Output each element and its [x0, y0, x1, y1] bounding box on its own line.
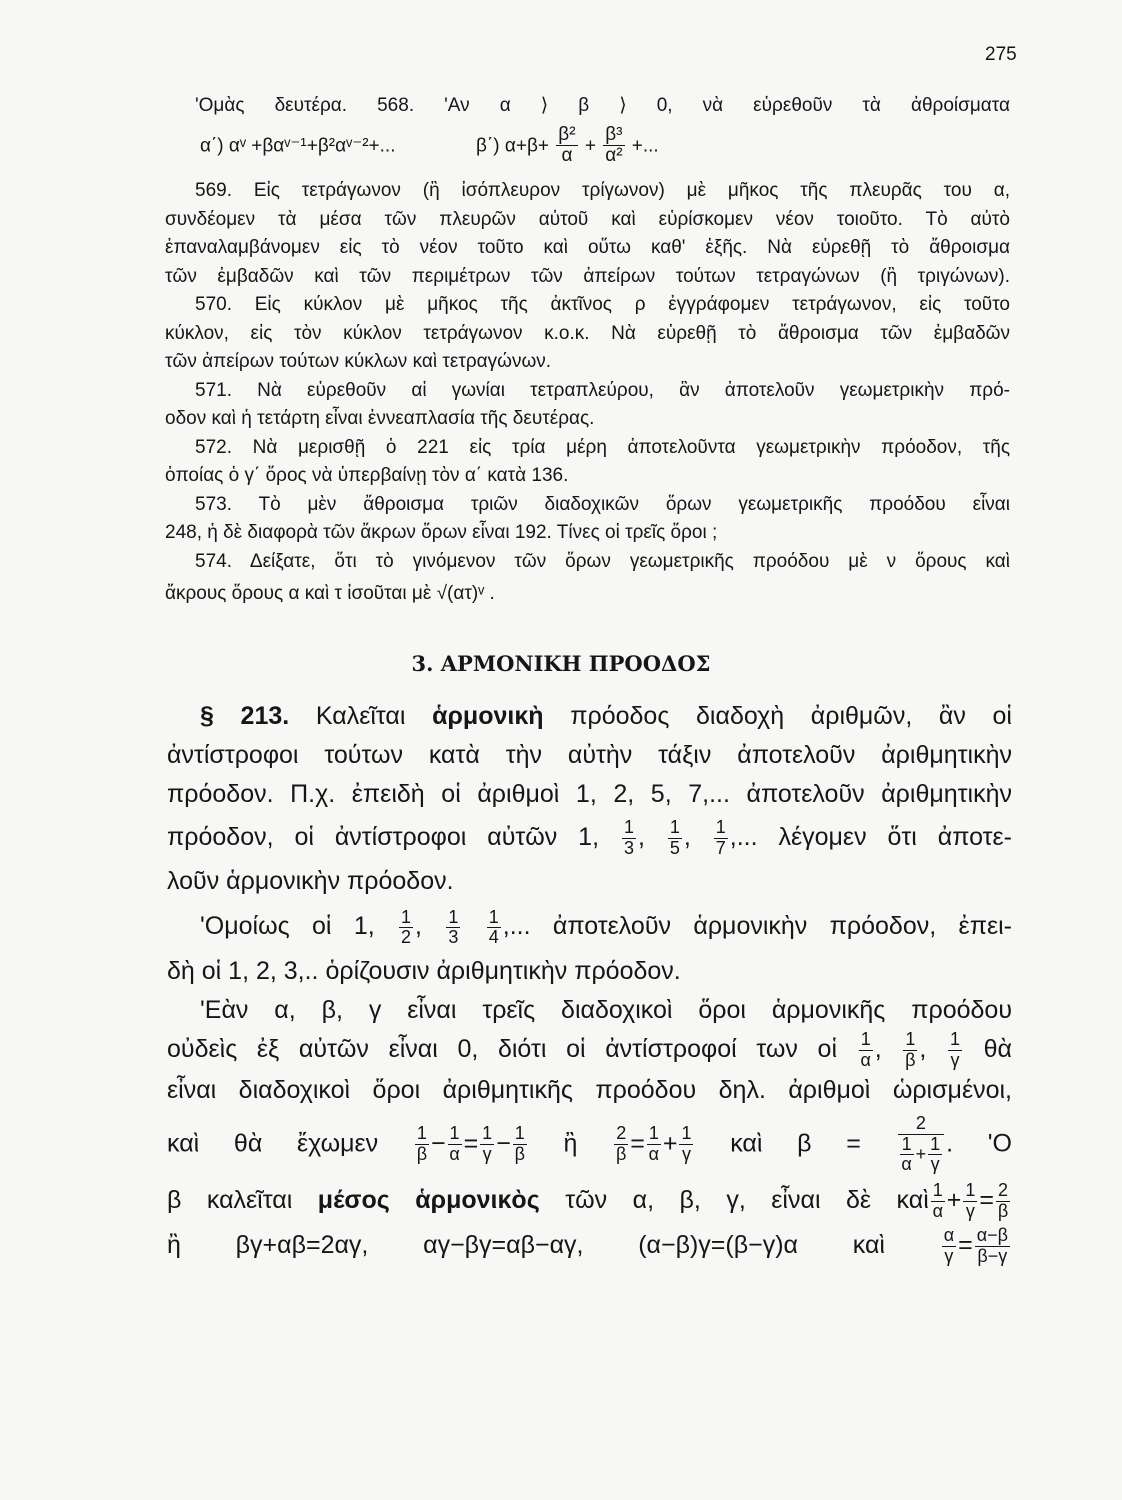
bold-term: μέσος ἁρμονικὸς — [317, 1186, 540, 1215]
exercise-572-line: ὁποίας ὁ γ΄ ὅρος νὰ ὑπερβαίνῃ τὸν α΄ κατὰ 136. — [165, 465, 569, 487]
text: οὐδεὶς ἐξ αὐτῶν εἶναι 0, διότι οἱ ἀντίστροφοί των οἱ — [167, 1035, 838, 1064]
fraction-num: 2 — [898, 1114, 945, 1135]
fraction-den: 4 — [488, 927, 499, 948]
page-text-column — [0, 92, 1122, 1267]
fraction-num: 1 — [715, 816, 726, 837]
compound-denominator: $\frac{1}{\alpha}$ + $\frac{1}{\gamma}$ — [901, 1133, 941, 1175]
fraction-num: β³ — [605, 123, 623, 145]
fraction-num: 1 — [681, 1123, 692, 1144]
ellipsis: +... — [631, 134, 659, 156]
example-line: 'Ομοίως οἱ 1, $\frac{1}{2}$ , $\frac{1}{3}$ $\frac{1}{4}$ ,... ἀποτελοῦν ἁρμονικὴν πρόοδον, ἐπει- — [200, 906, 1012, 948]
fraction-num: β² — [558, 123, 576, 145]
page-number: 275 — [985, 44, 1017, 65]
fraction-num: 1 — [669, 816, 680, 837]
fraction-den: γ — [482, 1144, 492, 1165]
formula-a: α΄) αᵛ +βαᵛ⁻¹+β²αᵛ⁻²+... — [200, 134, 396, 156]
text: 'Ομοίως οἱ 1, — [200, 912, 375, 941]
formula-b: β΄) α+β+ — [476, 134, 550, 156]
fraction-den: 2 — [401, 927, 412, 948]
plus-sign: + — [584, 134, 596, 156]
fraction-num: 2 — [616, 1123, 627, 1144]
theory-line: εἶναι διαδοχικοὶ ὅροι ἀριθμητικῆς προόδου δηλ. ἀριθμοὶ ὡρισμένοι, — [167, 1075, 1012, 1104]
fraction-num: 1 — [930, 1133, 941, 1154]
exercise-568-line: 'Ομὰς δευτέρα. 568. 'Αν α ⟩ β ⟩ 0, νὰ εὑρεθοῦν τὰ ἀθροίσματα — [195, 95, 1010, 116]
exercise-574-line: ἄκρους ὅρους α καὶ τ ἰσοῦται μὲ √(ατ)ᵛ . — [165, 583, 495, 605]
exercise-573-line: 573. Τὸ μὲν ἄθροισμα τριῶν διαδοχικῶν ὅρων γεωμετρικῆς προόδου εἶναι — [195, 493, 1010, 515]
fraction-den: 3 — [448, 927, 459, 948]
fraction-num: α−β — [976, 1225, 1008, 1246]
op: − — [496, 1129, 511, 1158]
exercise-572-line: 572. Νὰ μερισθῇ ὁ 221 εἰς τρία μέρη ἀποτελοῦντα γεωμετρικὴν πρόοδον, τῆς — [195, 436, 1010, 458]
fraction-den: α — [561, 145, 573, 167]
fraction-num: 1 — [648, 1123, 659, 1144]
fraction-den: α — [449, 1144, 460, 1165]
exercise-568-formulas — [200, 125, 900, 168]
fraction-den: β — [416, 1144, 428, 1165]
exercise-573-line: 248, ἡ δὲ διαφορὰ τῶν ἄκρων ὅρων εἶναι 192. Τίνες οἱ τρεῖς ὅροι ; — [165, 522, 718, 544]
text: β καλεῖται — [167, 1186, 293, 1215]
text: καὶ β = — [730, 1129, 861, 1158]
text: Καλεῖται — [315, 701, 406, 730]
harmonic-mean-line: β καλεῖται μέσος ἁρμονικὸς τῶν α, β, γ, εἶναι δὲ καὶ $\frac{1}{\alpha}$ + $\frac{1}{\gamma}$ = $\frac{2}{\beta}$ — [167, 1180, 1009, 1222]
op: − — [430, 1129, 446, 1158]
example-line: δὴ οἱ 1, 2, 3,.. ὁρίζουσιν ἀριθμητικὴν πρόοδον. — [167, 957, 681, 986]
fraction-num: α — [943, 1225, 955, 1246]
text: θὰ — [983, 1035, 1012, 1064]
fraction-num: 1 — [949, 1029, 960, 1050]
text: ,... λέγομεν ὅτι ἀποτε- — [729, 822, 1012, 851]
definition-line — [200, 697, 1012, 736]
fraction-num: 1 — [449, 1123, 460, 1144]
exercise-570-line: κύκλον, εἰς τὸν κύκλον τετράγωνον κ.ο.κ. Νὰ εὑρεθῇ τὸ ἄθροισμα τῶν ἐμβαδῶν — [165, 322, 1010, 344]
fraction-den: α — [860, 1050, 871, 1071]
text: πρόοδον, οἱ ἀντίστροφοι αὐτῶν 1, — [167, 822, 600, 851]
fraction-num: 1 — [860, 1029, 871, 1050]
theory-line: οὐδεὶς ἐξ αὐτῶν εἶναι 0, διότι οἱ ἀντίστροφοί των οἱ $\frac{1}{\alpha}$ , $\frac{1}{\beta}$ , $\frac{1}{\gamma}$ θὰ — [167, 1029, 1012, 1071]
text: πρόοδος διαδοχὴ ἀριθμῶν, ἂν οἱ — [570, 701, 1012, 730]
fraction-num: 1 — [905, 1029, 916, 1050]
exercise-571-line: 571. Νὰ εὑρεθοῦν αἱ γωνίαι τετραπλεύρου, ἂν ἀποτελοῦν γεωμετρικὴν πρό- — [195, 379, 1010, 401]
fraction-num: 1 — [901, 1133, 912, 1154]
exercise-569-line: 569. Εἰς τετράγωνον (ἢ ἰσόπλευρον τρίγωνον) μὲ μῆκος τῆς πλευρᾶς του α, — [195, 180, 1010, 202]
exercise-570-line: 570. Εἰς κύκλον μὲ μῆκος τῆς ἀκτῖνος ρ ἐγγράφομεν τετράγωνον, εἰς τοῦτο — [195, 294, 1010, 316]
exercise-569-line: τῶν ἐμβαδῶν καὶ τῶν περιμέτρων τῶν ἀπείρων τούτων τετραγώνων (ἢ τριγώνων). — [165, 265, 1010, 287]
fraction-num: 1 — [623, 816, 634, 837]
fraction-den: β — [997, 1201, 1009, 1222]
text: ἢ βγ+αβ=2αγ, αγ−βγ=αβ−αγ, (α−β)γ=(β−γ)α καὶ — [167, 1230, 885, 1259]
fraction-den: γ — [930, 1154, 940, 1175]
fraction-den: 3 — [623, 837, 634, 858]
op: = — [630, 1129, 645, 1158]
exercise-569-line: ἐπαναλαμβάνομεν εἰς τὸ νέον τοῦτο καὶ οὕτω καθ' ἑξῆς. Νὰ εὑρεθῇ τὸ ἄθροισμα — [165, 237, 1010, 259]
text: καὶ θὰ ἔχωμεν — [167, 1129, 379, 1158]
definition-line: ἀντίστροφοι τούτων κατὰ τὴν αὐτὴν τάξιν ἀποτελοῦν ἀριθμητικὴν — [167, 740, 1012, 769]
definition-line: πρόοδον, οἱ ἀντίστροφοι αὐτῶν 1, $\frac{1}{3}$ , $\frac{1}{5}$ , $\frac{1}{7}$ ,... λέγομεν ὅτι ἀποτε- — [167, 816, 1012, 858]
definition-line: λοῦν ἁρμονικὴν πρόοδον. — [167, 867, 454, 896]
bold-term: ἁρμονικὴ — [432, 701, 544, 730]
text: . 'Ο — [946, 1129, 1012, 1158]
exercise-571-line: οδον καὶ ἡ τετάρτη εἶναι ἐννεαπλασία τῆς δευτέρας. — [165, 408, 595, 430]
definition-line: πρόοδον. Π.χ. ἐπειδὴ οἱ ἀριθμοὶ 1, 2, 5, 7,... ἀποτελοῦν ἀριθμητικὴν — [167, 779, 1012, 808]
equation-line: καὶ θὰ ἔχωμεν $\frac{1}{\beta}$ − $\frac{1}{\alpha}$ = $\frac{1}{\gamma}$ − $\frac{1}{\beta}$ ἢ $\frac{2}{\beta}$ = $\frac{1}{\alpha}$ + $\frac{1}{\gamma}$ καὶ β = 2 $\frac{1}{\alpha}$ + $\frac{1}{\gamma}$ . 'Ο — [167, 1112, 1012, 1175]
fraction-den: 5 — [669, 837, 680, 858]
exercise-570-line: τῶν ἀπείρων τούτων κύκλων καὶ τετραγώνων. — [165, 351, 552, 373]
fraction-num: 1 — [401, 906, 412, 927]
fraction-num: 1 — [965, 1180, 976, 1201]
fraction-den: γ — [965, 1201, 975, 1222]
fraction-den: β — [616, 1144, 627, 1165]
op: = — [958, 1230, 973, 1259]
fraction-den: 7 — [715, 837, 726, 858]
exercise-574-line: 574. Δείξατε, ὅτι τὸ γινόμενον τῶν ὅρων γεωμετρικῆς προόδου μὲ ν ὅρους καὶ — [195, 550, 1010, 572]
fraction-num: 2 — [998, 1180, 1009, 1201]
fraction-den: α — [648, 1144, 660, 1165]
text: ἢ — [563, 1129, 578, 1158]
fraction-den: γ — [950, 1050, 960, 1071]
op: = — [463, 1129, 479, 1158]
text: τῶν α, β, γ, εἶναι δὲ καὶ — [565, 1186, 929, 1215]
theory-line: 'Εὰν α, β, γ εἶναι τρεῖς διαδοχικοὶ ὅροι ἁρμονικῆς προόδου — [200, 996, 1012, 1025]
fraction-den: β — [514, 1144, 525, 1165]
fraction-num: 1 — [482, 1123, 493, 1144]
exercise-569-line: συνδέομεν τὰ μέσα τῶν πλευρῶν αὐτοῦ καὶ εὑρίσκομεν νέον τοιοῦτο. Τὸ αὐτὸ — [165, 208, 1010, 230]
section-number: § 213. — [200, 701, 290, 730]
fraction-den: α — [901, 1154, 912, 1175]
fraction-num: 1 — [932, 1180, 943, 1201]
fraction-num: 1 — [514, 1123, 525, 1144]
fraction-den: β−γ — [977, 1245, 1008, 1266]
fraction-num: 1 — [416, 1123, 427, 1144]
fraction-den: α² — [605, 145, 623, 167]
equation-line — [167, 1226, 1012, 1267]
fraction-den: γ — [944, 1245, 954, 1266]
fraction-num: 1 — [448, 906, 459, 927]
fraction-den: α — [932, 1201, 943, 1222]
section-heading: 3. ΑΡΜΟΝΙΚΗ ΠΡΟΟΔΟΣ — [411, 650, 711, 676]
op: = — [979, 1186, 995, 1215]
fraction-den: β — [905, 1050, 916, 1071]
fraction-den: γ — [681, 1144, 691, 1165]
fraction-num: 1 — [488, 906, 499, 927]
text: ,... ἀποτελοῦν ἁρμονικὴν πρόοδον, ἐπει- — [502, 912, 1012, 941]
